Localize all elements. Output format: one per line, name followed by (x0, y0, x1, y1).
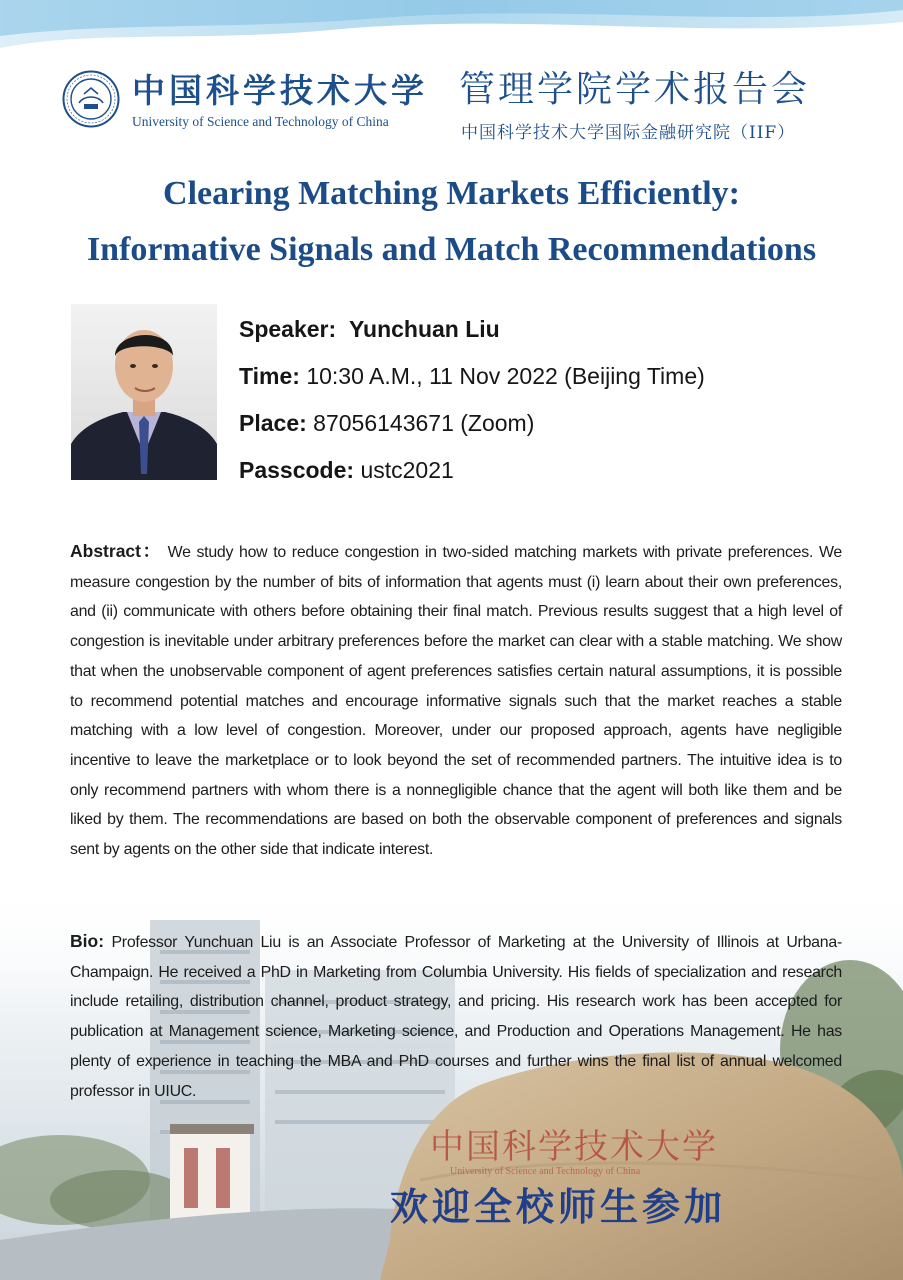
bio-label: Bio: (70, 931, 105, 951)
place-row (239, 400, 705, 447)
abstract-text: We study how to reduce congestion in two-sided matching markets with private preferences. We measure congestion by the number of bits of information that agents must (i) learn about their own preferences, and (ii) communicate with others before obtaining their final match. Previous results suggest that a high level of congestion is inevitable under arbitrary preferences before the market can clear with a stable matching. We show that when the unobservable component of agent preferences satisfies certain natural assumptions, it is possible to recommend potential matches and encourage informative signals such that the market reaches a stable matching with a low level of congestion. Moreover, under our proposed approach, agents have negligible incentive to leave the marketplace or to look beyond the set of recommended partners. The intuitive idea is to only recommend partners with whom there is a nonnegligible chance that the agent will both like them and be liked by them. The recommendations are based on both the observable component of preferences and signals sent by agents on the other side that indicate interest. (70, 544, 842, 859)
talk-title (0, 166, 903, 278)
top-wave-decoration (0, 0, 903, 70)
talk-info (239, 306, 705, 494)
time-row (239, 353, 705, 400)
welcome-text: 欢迎全校师生参加 (390, 1184, 727, 1229)
time-label: Time: (239, 363, 300, 389)
rock-carving-calligraphy (430, 1124, 720, 1178)
passcode-value: ustc2021 (360, 457, 454, 483)
abstract-label: Abstract： (70, 541, 162, 561)
bio-section (70, 927, 842, 1106)
passcode-label: Passcode: (239, 457, 355, 483)
time-value: 10:30 A.M., 11 Nov 2022 (Beijing Time) (306, 363, 705, 389)
place-label: Place: (239, 410, 307, 436)
passcode-row (239, 447, 705, 494)
university-seal-icon (62, 70, 120, 128)
bio-text: Professor Yunchuan Liu is an Associate Professor of Marketing at the University of Illinois at Urbana-Champaign. He received a PhD in Marketing from Columbia University. His fields of specialization and research include retailing, distribution channel, product strategy, and pricing. His research work has been accepted for publication at Management science, Marketing science, and Production and Operations Management. He has plenty of experience in teaching the MBA and PhD courses and further wins the final list of annual welcomed professor in UIUC. (70, 934, 842, 1100)
speaker-photo (71, 304, 217, 480)
speaker-label: Speaker: (239, 316, 337, 342)
talk-title-line-1: Clearing Matching Markets Efficiently: (163, 175, 740, 212)
report-series-subtitle: 中国科学技术大学国际金融研究院（IIF） (461, 123, 796, 143)
university-name-en: University of Science and Technology of China (132, 114, 389, 129)
speaker-row (239, 306, 705, 353)
talk-title-line-2: Informative Signals and Match Recommendations (86, 231, 817, 268)
report-series-title: 管理学院学术报告会 (459, 69, 811, 110)
abstract-section (70, 537, 842, 865)
svg-text:中国科学技术大学: 中国科学技术大学 (430, 1127, 718, 1167)
speaker-name: Yunchuan Liu (348, 316, 500, 342)
svg-text:University of Science and Tech: University of Science and Technology of China (450, 1166, 641, 1177)
place-value: 87056143671 (Zoom) (313, 410, 535, 436)
university-name-cn: 中国科学技术大学 (132, 71, 428, 110)
